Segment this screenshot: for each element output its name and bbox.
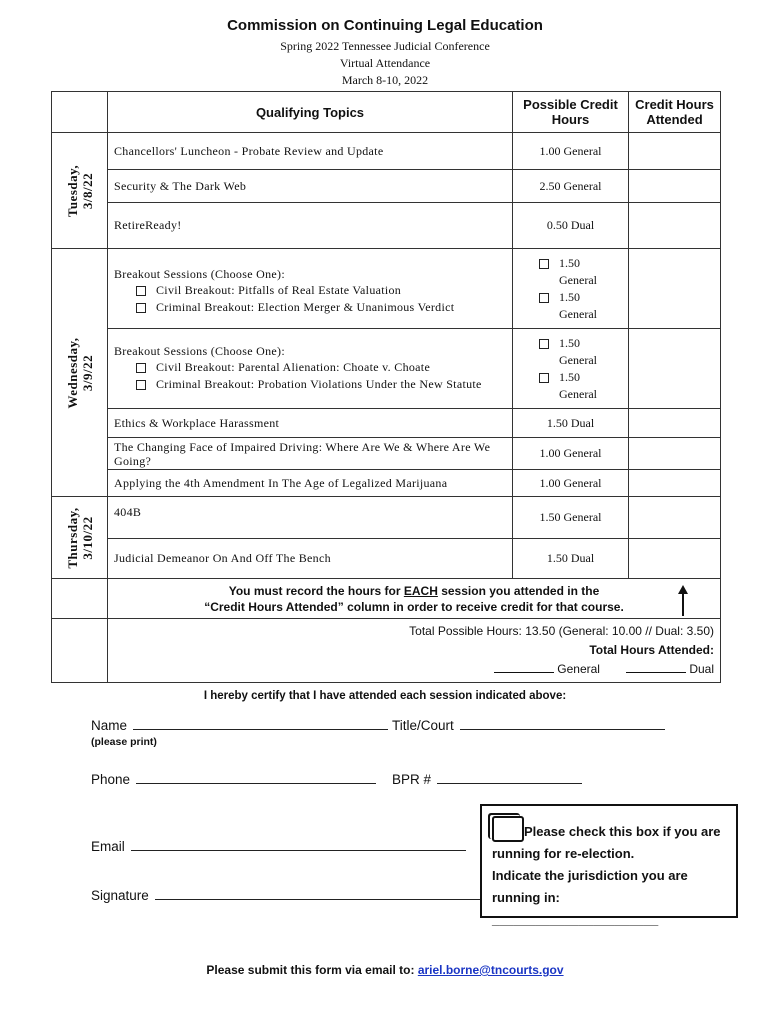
table-row <box>52 497 721 539</box>
table-row <box>52 329 721 409</box>
submit-email-link[interactable]: ariel.borne@tncourts.gov <box>417 963 564 977</box>
table-row <box>52 249 721 329</box>
phone-field: Phone <box>91 771 376 787</box>
name-input[interactable] <box>133 717 388 730</box>
attended-hours-field[interactable] <box>629 249 721 329</box>
day-tuesday-cell <box>52 133 108 249</box>
signature-input[interactable] <box>155 887 481 900</box>
form-title: Commission on Continuing Legal Education <box>227 17 543 34</box>
session-topic: RetireReady! <box>108 203 513 249</box>
checkbox[interactable] <box>539 339 549 349</box>
total-possible-hours: Total Possible Hours: 13.50 (General: 10.00 // Dual: 3.50) <box>409 624 714 638</box>
totals-row <box>52 619 721 683</box>
signature-field: Signature <box>91 887 481 903</box>
table-row <box>52 409 721 438</box>
session-credit: 2.50 General <box>513 170 629 203</box>
breakout-option: Criminal Breakout: Election Merger & Unanimous Verdict <box>132 299 506 316</box>
each-emphasis: EACH <box>403 583 438 598</box>
checkbox[interactable] <box>136 303 146 313</box>
table-row <box>52 438 721 470</box>
breakout-option: Criminal Breakout: Probation Violations Under the New Statute <box>132 376 506 393</box>
conference-name: Spring 2022 Tennessee Judicial Conference <box>280 39 490 53</box>
title-court-input[interactable] <box>460 717 665 730</box>
totals-cell <box>108 619 721 683</box>
phone-input[interactable] <box>136 771 376 784</box>
session-topic: Ethics & Workplace Harassment <box>108 409 513 438</box>
checkbox[interactable] <box>136 286 146 296</box>
conference-dates: March 8-10, 2022 <box>341 73 429 87</box>
session-credit: 1.00 General <box>513 470 629 497</box>
attendance-type: Virtual Attendance <box>339 56 431 70</box>
bpr-input[interactable] <box>437 771 582 784</box>
header-blank-cell <box>52 92 108 133</box>
table-row <box>52 203 721 249</box>
attended-hours-field[interactable] <box>629 539 721 579</box>
session-topic: 404B <box>108 497 513 539</box>
attendance-table <box>51 91 721 683</box>
jurisdiction-field[interactable]: running in: _______________________ <box>492 890 659 927</box>
reelection-box: Please check this box if you are running for re-election. Indicate the jurisdiction you are running in: _______________________ <box>480 804 738 918</box>
attended-hours-field[interactable] <box>629 133 721 170</box>
dual-hours-field[interactable] <box>626 672 686 673</box>
session-credit: 1.00 General <box>513 438 629 470</box>
session-topic: Applying the 4th Amendment In The Age of Legalized Marijuana <box>108 470 513 497</box>
attended-hours-field[interactable] <box>629 170 721 203</box>
day-label: Tuesday, 3/8/22 <box>64 164 95 217</box>
arrow-up-icon <box>674 585 692 617</box>
general-hours-field[interactable] <box>494 672 554 673</box>
breakout-credit-cell: 1.50 General 1.50 General <box>513 249 629 329</box>
totals-blank-cell <box>52 619 108 683</box>
session-topic: Chancellors' Luncheon - Probate Review and Update <box>108 133 513 170</box>
col-possible-header: Possible Credit Hours <box>513 92 629 133</box>
table-row <box>52 170 721 203</box>
breakout-option: Civil Breakout: Parental Alienation: Choate v. Choate <box>132 359 506 376</box>
notice-blank-cell <box>52 579 108 619</box>
attended-hours-field[interactable] <box>629 203 721 249</box>
table-header-row <box>52 92 721 133</box>
day-wednesday-cell <box>52 249 108 497</box>
day-label: Wednesday, 3/9/22 <box>64 336 95 409</box>
checkbox[interactable] <box>136 363 146 373</box>
day-label: Thursday, 3/10/22 <box>64 506 95 569</box>
attended-hours-field[interactable] <box>629 497 721 539</box>
dual-label: Dual <box>689 662 714 676</box>
notice-text: You must record the hours for EACH session you attended in the “Credit Hours Attended” column in order to receive credit for that course. <box>108 579 721 619</box>
email-field: Email <box>91 838 466 854</box>
table-row <box>52 539 721 579</box>
session-credit: 1.50 General <box>513 497 629 539</box>
email-input[interactable] <box>131 838 466 851</box>
col-attended-header: Credit Hours Attended <box>629 92 721 133</box>
breakout-session <box>108 249 513 329</box>
breakout-session <box>108 329 513 409</box>
session-credit: 1.00 General <box>513 133 629 170</box>
session-topic: Judicial Demeanor On And Off The Bench <box>108 539 513 579</box>
submit-instructions: Please submit this form via email to: ariel.borne@tncourts.gov <box>206 963 564 977</box>
breakout-heading: Breakout Sessions (Choose One): <box>114 344 285 358</box>
attended-hours-field[interactable] <box>629 438 721 470</box>
total-attended-label: Total Hours Attended: <box>589 643 714 657</box>
session-topic: The Changing Face of Impaired Driving: Where Are We & Where Are We Going? <box>108 438 513 470</box>
reelection-checkbox[interactable] <box>492 816 524 842</box>
name-field: Name <box>91 717 388 733</box>
bpr-field: BPR # <box>392 771 582 787</box>
checkbox[interactable] <box>539 293 549 303</box>
checkbox[interactable] <box>539 259 549 269</box>
breakout-heading: Breakout Sessions (Choose One): <box>114 267 285 281</box>
col-topics-header: Qualifying Topics <box>108 92 513 133</box>
attended-hours-field[interactable] <box>629 470 721 497</box>
session-credit: 1.50 Dual <box>513 539 629 579</box>
session-credit: 0.50 Dual <box>513 203 629 249</box>
checkbox[interactable] <box>136 380 146 390</box>
table-row <box>52 133 721 170</box>
attended-hours-field[interactable] <box>629 409 721 438</box>
day-thursday-cell <box>52 497 108 579</box>
breakout-credit-cell: 1.50 General 1.50 General <box>513 329 629 409</box>
please-print-note: (please print) <box>91 736 157 748</box>
checkbox[interactable] <box>539 373 549 383</box>
table-row <box>52 470 721 497</box>
session-topic: Security & The Dark Web <box>108 170 513 203</box>
breakout-option: Civil Breakout: Pitfalls of Real Estate Valuation <box>132 282 506 299</box>
session-credit: 1.50 Dual <box>513 409 629 438</box>
attended-hours-field[interactable] <box>629 329 721 409</box>
title-court-field: Title/Court <box>392 717 665 733</box>
general-label: General <box>557 662 600 676</box>
certification-statement: I hereby certify that I have attended each session indicated above: <box>203 690 567 702</box>
notice-row <box>52 579 721 619</box>
